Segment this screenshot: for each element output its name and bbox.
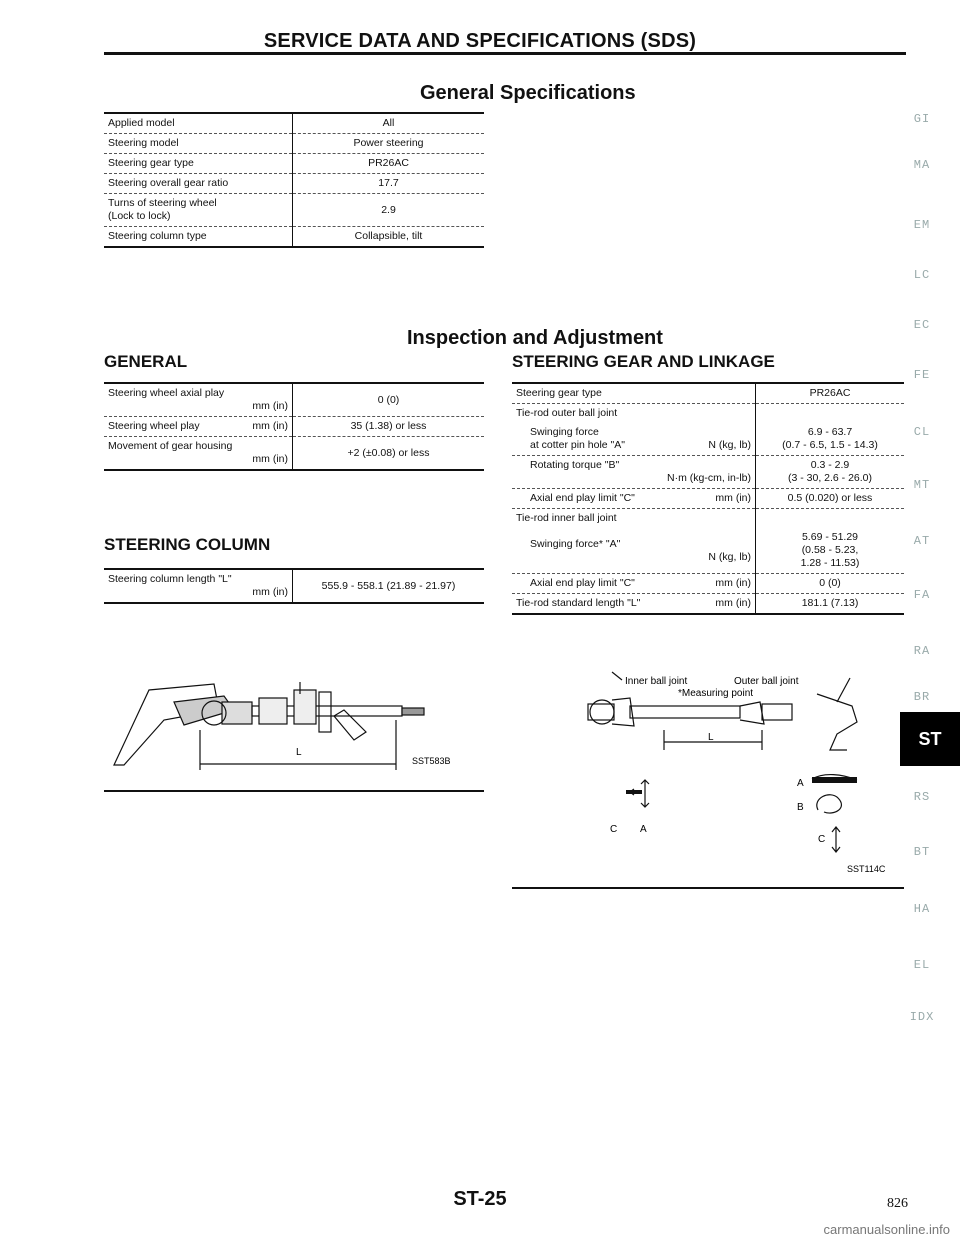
gear-label: Steering gear type (512, 383, 756, 404)
gear-label: Tie-rod inner ball joint (512, 509, 756, 529)
measuring-point-label: *Measuring point (678, 688, 754, 699)
tie-rod-label-L: L (708, 732, 714, 743)
gear-value: 181.1 (7.13) (756, 594, 905, 615)
tie-rod-label-B: B (797, 802, 804, 813)
gear-unit: mm (in) (715, 597, 751, 609)
gear-label: Rotating torque "B" (530, 459, 620, 471)
gear-label: Axial end play limit "C" (530, 577, 635, 589)
side-index-st-active[interactable]: ST (900, 712, 960, 766)
gear-row (512, 489, 756, 509)
general-specs-title: General Specifications (420, 82, 636, 104)
side-index-idx[interactable]: IDX (909, 1010, 935, 1024)
general-row (104, 437, 293, 471)
side-index-fe[interactable]: FE (913, 368, 931, 382)
tie-rod-figure-code: SST114C (847, 864, 886, 874)
gear-label: Axial end play limit "C" (530, 492, 635, 504)
gear-value: 5.69 - 51.29 (0.58 - 5.23, 1.28 - 11.53) (756, 528, 905, 574)
side-index-at[interactable]: AT (913, 534, 931, 548)
inspection-title: Inspection and Adjustment (407, 327, 663, 349)
general-row (104, 383, 293, 417)
general-value: 0 (0) (293, 383, 485, 417)
gear-section-rule (512, 887, 904, 889)
side-index-lc[interactable]: LC (913, 268, 931, 282)
column-value: 555.9 - 558.1 (21.89 - 21.97) (293, 569, 485, 603)
tie-rod-label-C: C (818, 834, 826, 845)
gear-row (512, 594, 756, 615)
spec-label: Steering model (104, 134, 293, 154)
gear-unit: N·m (kg-cm, in-lb) (667, 472, 751, 484)
gear-unit: mm (in) (715, 577, 751, 589)
spec-value: 17.7 (293, 174, 485, 194)
general-unit: mm (in) (252, 420, 288, 432)
spec-value: Power steering (293, 134, 485, 154)
spec-label: Applied model (104, 113, 293, 134)
gear-value: 0 (0) (756, 574, 905, 594)
column-table (104, 568, 484, 604)
general-table (104, 382, 484, 471)
side-index-gi[interactable]: GI (913, 112, 931, 126)
column-title: STEERING COLUMN (104, 535, 271, 554)
gear-value: 0.3 - 2.9 (3 - 30, 2.6 - 26.0) (756, 456, 905, 489)
general-title: GENERAL (104, 352, 188, 371)
general-label: Steering wheel axial play (108, 387, 225, 399)
general-label: Movement of gear housing (108, 440, 233, 452)
page-code: ST-25 (453, 1188, 507, 1210)
side-index-ra[interactable]: RA (913, 644, 931, 658)
side-index-ec[interactable]: EC (913, 318, 931, 332)
general-value: 35 (1.38) or less (293, 417, 485, 437)
gear-linkage-title: STEERING GEAR AND LINKAGE (512, 352, 775, 371)
column-section-rule (104, 790, 484, 792)
gear-label: Swinging force* "A" (530, 537, 621, 550)
gear-unit: N (kg, lb) (708, 439, 751, 451)
side-index-rs[interactable]: RS (913, 790, 931, 804)
general-value: +2 (±0.08) or less (293, 437, 485, 471)
gear-row (512, 456, 756, 489)
gear-unit: mm (in) (715, 492, 751, 504)
general-unit: mm (in) (252, 453, 288, 465)
gear-label: Tie-rod standard length "L" (516, 597, 641, 609)
tie-rod-figure (512, 662, 904, 887)
tie-rod-label-C-left: C (610, 824, 618, 835)
gear-row (512, 574, 756, 594)
column-label: Steering column length "L" (108, 573, 232, 585)
gear-label: Tie-rod outer ball joint (512, 404, 756, 424)
side-index-mt[interactable]: MT (913, 478, 931, 492)
gear-value: PR26AC (756, 383, 905, 404)
spec-value: PR26AC (293, 154, 485, 174)
gear-unit: N (kg, lb) (708, 550, 751, 563)
gear-row (512, 423, 756, 456)
general-row (104, 417, 293, 437)
tie-rod-label-A-left: A (640, 824, 647, 835)
side-index-ha[interactable]: HA (913, 902, 931, 916)
header-rule (104, 52, 906, 55)
inner-ball-joint-label: Inner ball joint (625, 676, 688, 687)
side-index-cl[interactable]: CL (913, 425, 931, 439)
spec-label: Steering column type (104, 227, 293, 248)
spec-value: 2.9 (293, 194, 485, 227)
gear-value: 6.9 - 63.7 (0.7 - 6.5, 1.5 - 14.3) (756, 423, 905, 456)
gear-label: Swinging force at cotter pin hole "A" (530, 426, 626, 451)
gear-table (512, 382, 904, 615)
page-number: 826 (887, 1196, 908, 1211)
general-unit: mm (in) (252, 400, 288, 412)
spec-label: Turns of steering wheel (Lock to lock) (104, 194, 293, 227)
side-index-bt[interactable]: BT (913, 845, 931, 859)
watermark: carmanualsonline.info (823, 1222, 950, 1237)
column-figure-label-L: L (296, 747, 302, 758)
spec-value: All (293, 113, 485, 134)
spec-label: Steering overall gear ratio (104, 174, 293, 194)
side-index-fa[interactable]: FA (913, 588, 931, 602)
column-unit: mm (in) (252, 586, 288, 598)
spec-value: Collapsible, tilt (293, 227, 485, 248)
general-label: Steering wheel play (108, 420, 200, 432)
side-index-br[interactable]: BR (913, 690, 931, 704)
column-row (104, 569, 293, 603)
outer-ball-joint-label: Outer ball joint (734, 676, 799, 687)
spec-label: Steering gear type (104, 154, 293, 174)
page-header-title: SERVICE DATA AND SPECIFICATIONS (SDS) (263, 30, 697, 52)
gear-row (512, 528, 756, 574)
general-specs-table (104, 112, 484, 248)
gear-value: 0.5 (0.020) or less (756, 489, 905, 509)
steering-column-figure (104, 670, 504, 770)
side-index-el[interactable]: EL (913, 958, 931, 972)
side-index-em[interactable]: EM (913, 218, 931, 232)
side-index-ma[interactable]: MA (913, 158, 931, 172)
tie-rod-label-A: A (797, 778, 804, 789)
column-figure-code: SST583B (412, 756, 451, 766)
